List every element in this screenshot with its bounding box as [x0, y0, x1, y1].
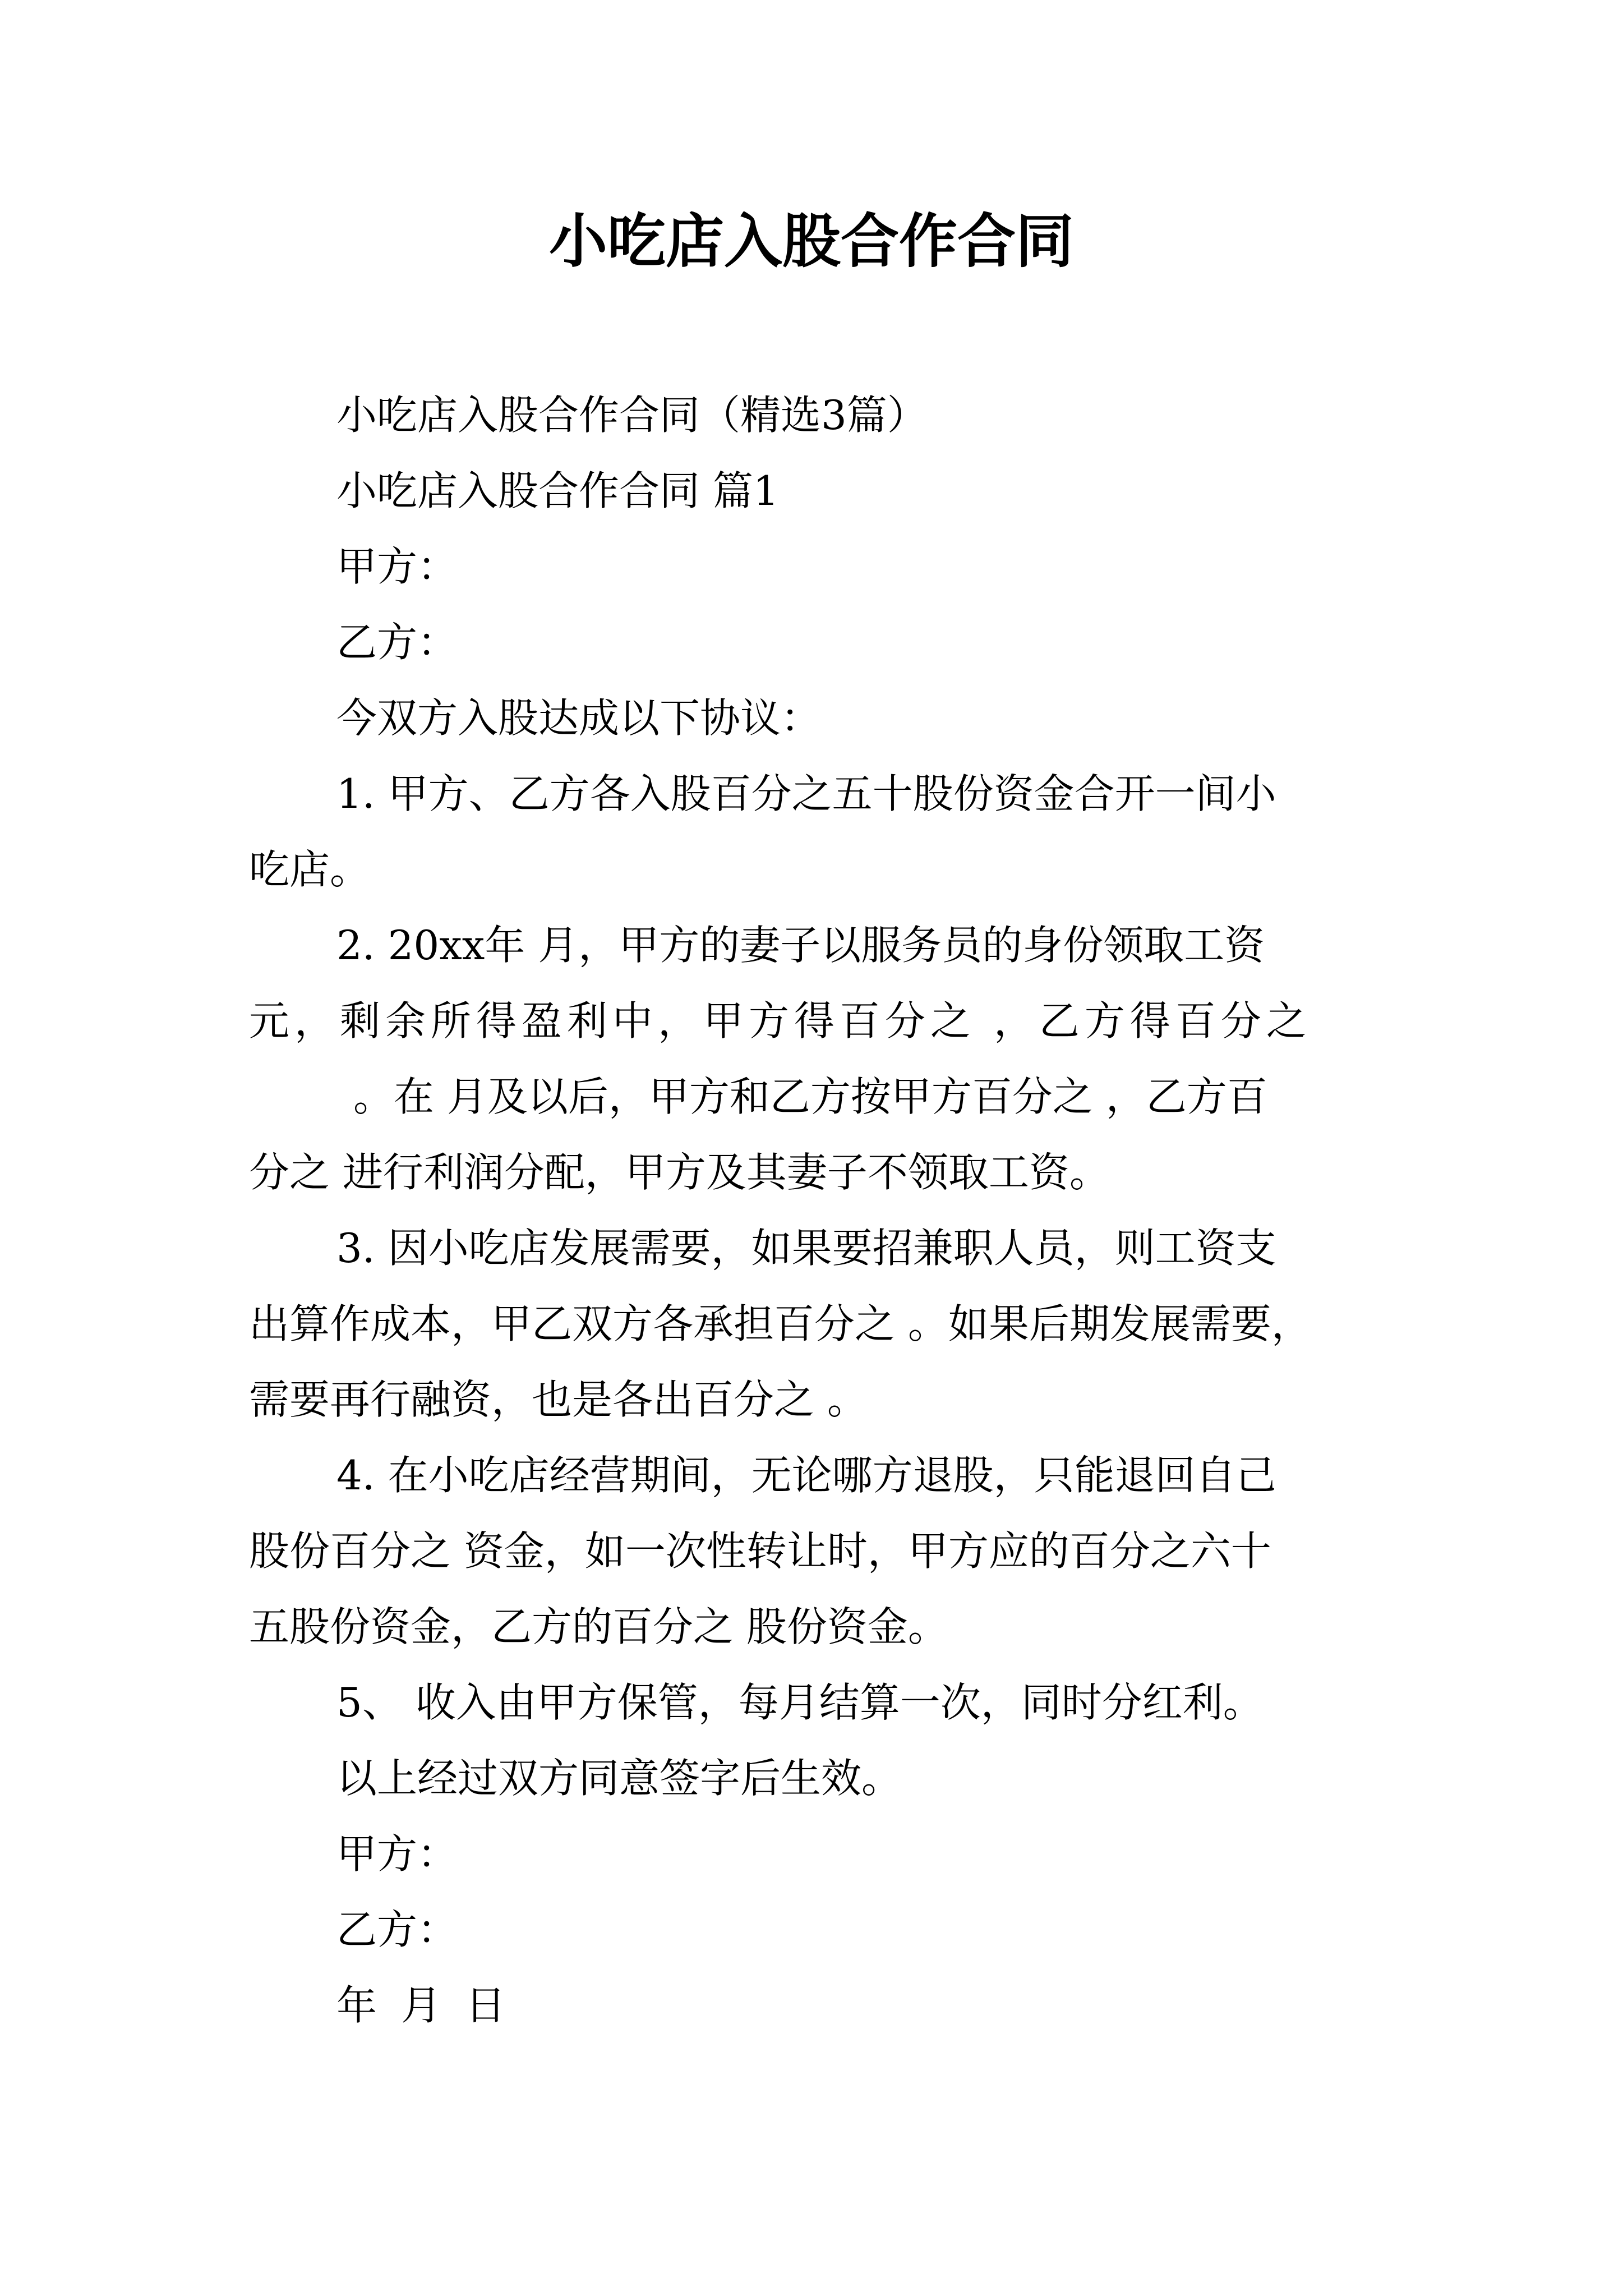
- clause-3-line: 出算作成本，甲乙双方各承担百分之 。如果后期发展需要，: [249, 1300, 1312, 1347]
- clause-4-line: 五股份资金，乙方的百分之 股份资金。: [249, 1603, 948, 1650]
- clause-4-line: 4. 在小吃店经营期间，无论哪方退股，只能退回自己: [336, 1452, 1276, 1499]
- signature-party-a: 甲方：: [336, 1830, 458, 1878]
- clause-5-line: 5、 收入由甲方保管，每月结算一次，同时分红利。: [336, 1679, 1264, 1726]
- signature-date: 年 月 日: [336, 1982, 506, 2029]
- agreement-intro: 今双方入股达成以下协议：: [336, 694, 822, 742]
- clause-1-line: 1. 甲方、乙方各入股百分之五十股份资金合开一间小: [336, 770, 1276, 817]
- clause-1-line: 吃店。: [249, 846, 371, 893]
- party-a-label: 甲方：: [336, 543, 458, 590]
- clause-3-line: 3. 因小吃店发展需要，如果要招兼职人员，则工资支: [336, 1225, 1276, 1272]
- clause-2-line: 2. 20xx年 月，甲方的妻子以服务员的身份领取工资: [336, 922, 1265, 969]
- clause-2-line: 分之 进行利润分配，甲方及其妻子不领取工资。: [249, 1149, 1110, 1196]
- clause-2-line: 元，剩余所得盈利中，甲方得百分之 ，乙方得百分之: [249, 997, 1312, 1045]
- document-title: 小吃店入股合作合同: [548, 206, 1074, 275]
- signature-party-b: 乙方：: [336, 1906, 458, 1953]
- party-b-label: 乙方：: [336, 619, 458, 666]
- subtitle-line: 小吃店入股合作合同（精选3篇）: [336, 392, 928, 439]
- clause-4-line: 股份百分之 资金，如一次性转让时，甲方应的百分之六十: [249, 1527, 1271, 1575]
- clause-2-line: 。在 月及以后，甲方和乙方按甲方百分之 ，乙方百: [353, 1073, 1267, 1120]
- section-heading: 小吃店入股合作合同 篇1: [336, 467, 779, 514]
- effective-statement: 以上经过双方同意签字后生效。: [336, 1755, 902, 1802]
- clause-3-line: 需要再行融资，也是各出百分之 。: [249, 1376, 868, 1423]
